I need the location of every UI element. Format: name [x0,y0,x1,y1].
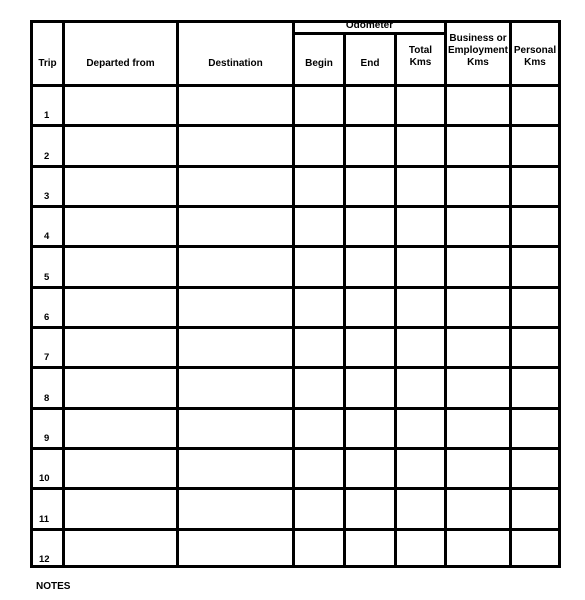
trip-number: 9 [44,433,50,444]
header-odometer: Odometer [345,20,394,31]
header-business-line1: Business or [449,33,507,44]
header-destination: Destination [208,58,263,69]
col-divider-total [444,20,447,568]
trip-number: 11 [39,514,50,525]
trip-number: 8 [44,393,50,404]
trip-number: 10 [39,473,50,484]
row-line [30,124,561,127]
row-line [30,487,561,490]
col-divider-trip [62,20,65,568]
odometer-divider [292,32,447,35]
row-line [30,326,561,329]
notes-label: NOTES [36,581,71,592]
trip-number: 5 [44,272,50,283]
row-line [30,407,561,410]
header-personal-kms [512,45,558,69]
row-line [30,165,561,168]
row-line [30,205,561,208]
trip-number: 2 [44,151,50,162]
trip-number: 6 [44,312,50,323]
header-begin: Begin [305,58,333,69]
col-divider-departed [176,20,179,568]
header-business-kms [444,33,512,69]
row-line [30,245,561,248]
trip-number: 12 [39,554,50,565]
row-line [30,286,561,289]
header-bottom-line [30,84,561,87]
header-departed-from: Departed from [86,58,155,69]
header-business-line2: Employment [447,45,508,56]
row-line [30,366,561,369]
header-business-line3: Kms [467,57,489,68]
row-line [30,447,561,450]
header-end: End [360,58,380,69]
col-divider-business [509,20,512,568]
table-frame [30,20,561,568]
header-total-kms [397,45,444,69]
header-total-line1: Total [408,45,433,56]
header-personal-line2: Kms [524,57,546,68]
trip-number: 1 [44,110,50,121]
header-trip: Trip [38,58,57,69]
trip-number: 4 [44,231,50,242]
trip-number: 7 [44,352,50,363]
col-divider-destination [292,20,295,568]
row-line [30,528,561,531]
header-personal-line1: Personal [513,45,557,56]
header-total-line2: Kms [409,57,432,68]
trip-number: 3 [44,191,50,202]
